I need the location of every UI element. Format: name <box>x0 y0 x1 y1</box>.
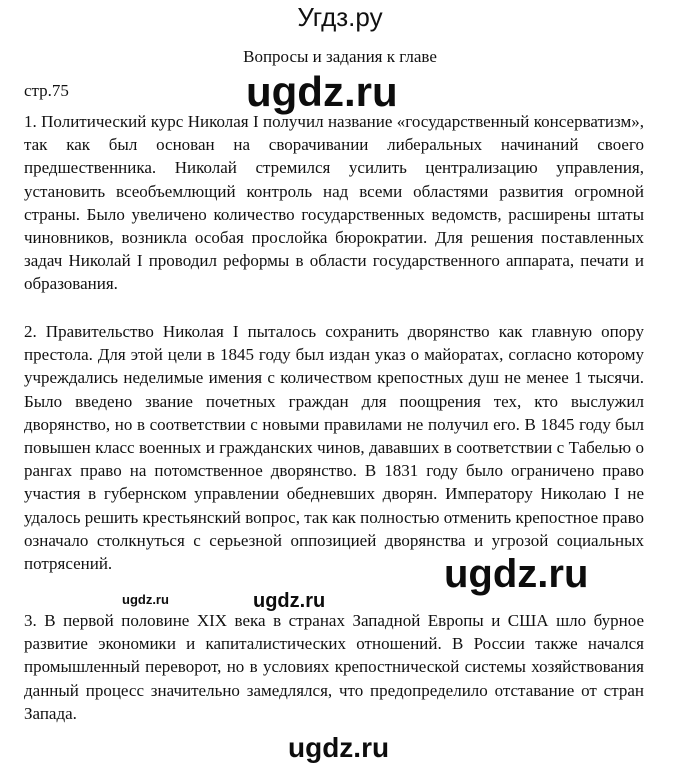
watermark-bottom: ugdz.ru <box>288 732 390 763</box>
answer-paragraph-2: 2. Правительство Николая I пыталось сохранить дворянство как главную опору престола. Для этой цели в 1845 году был издан указ о майоратах, согласно которому учреждались неделимые имения с количеством крепостных душ не менее 1 тысячи. Было введено звание почетных граждан для поощрения тех, кто выслужил дворянство, но в соответствии с новыми правилами не получил его. В 1845 году был повышен класс военных и гражданских чинов, дававших в соответствии с Табелью о рангах право на потомственное дворянство. В 1831 году было ограничено право участия в губернском управлении обедневших дворян. Императору Николаю I не удалось решить крестьянский вопрос, так как полностью отменить крепостное право означало столкнуться с серьезной оппозицией дворянства и угрозой социальных потрясений. <box>24 322 644 574</box>
watermark-top: ugdz.ru <box>246 68 398 115</box>
answer-paragraph-3: 3. В первой половине XIX века в странах Западной Европы и США шло бурное развитие экономики и капиталистических отношений. В России также начался промышленный переворот, но в условиях крепостнической системы хозяйствования данный процесс значительно замедлялся, что предопределило отставание от стран Запада. <box>24 611 644 723</box>
answer-paragraph-1: 1. Политический курс Николая I получил название «государственный консерватизм», так как был основан на сворачивании либеральных начинаний своего предшественника. Николай стремился усилить централизацию управления, установить всеобъемлющий контроль над всеми областями развития огромной страны. Было увеличено количество государственных ведомств, расширены штаты чиновников, возникла особая прослойка бюрократии. Для решения поставленных задач Николай I проводил реформы в области государственного аппарата, печати и образования. <box>24 112 644 294</box>
watermark-small-2: ugdz.ru <box>253 590 326 612</box>
chapter-title: Вопросы и задания к главе <box>243 47 437 66</box>
page-reference: стр.75 <box>24 81 69 100</box>
site-header: Угдз.ру <box>297 2 383 32</box>
watermark-small-1: ugdz.ru <box>122 592 169 607</box>
watermark-middle: ugdz.ru <box>444 552 589 596</box>
